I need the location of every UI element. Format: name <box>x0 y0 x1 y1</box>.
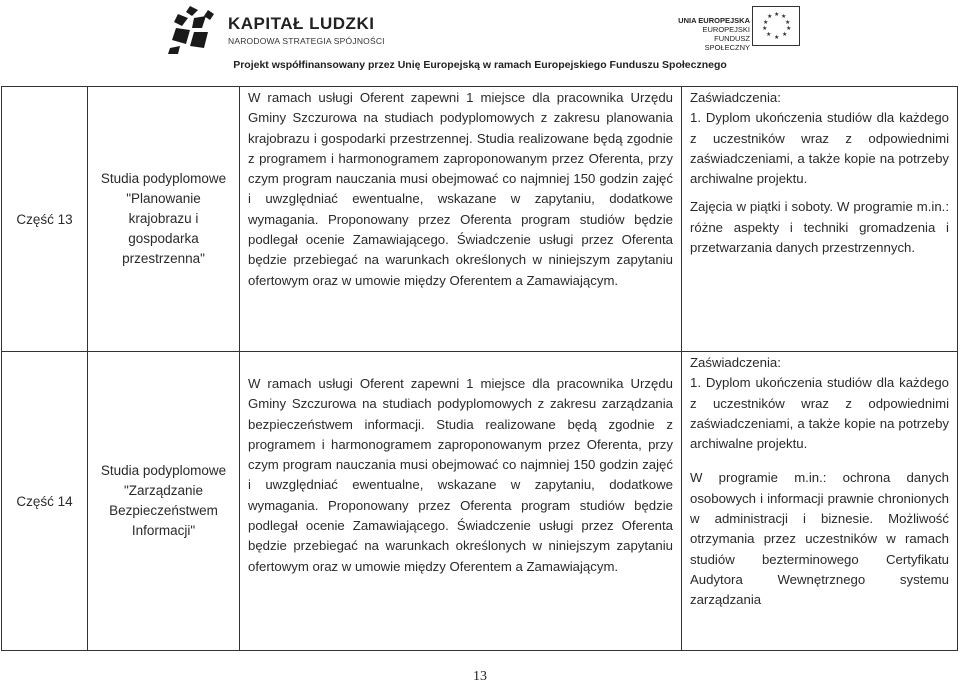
description-text: W ramach usługi Oferent zapewni 1 miejsce dla pracownika Urzędu Gminy Szczurowa na studiach podyplomowych z zakresu planowania krajobrazu i gospodarki przestrzennej. Studia realizowane będą zgodnie z programem i harmonogramem zaproponowanym przez Oferenta, przy czym program nauczania musi obejmować co najmniej 150 godzin zajęć i uwzględniać ewentualne, wskazane w zapytaniu, dodatkowe wymagania. Proponowany przez Oferenta program studiów będzie podlegał ocenie Zamawiającego. Świadczenie usługi przez Oferenta będzie przebiegać na warunkach określonych w niniejszym zapytaniu ofertowym oraz w umowie między Oferentem a Zamawiającym. <box>248 90 673 288</box>
svg-text:★: ★ <box>762 25 768 32</box>
eu-label <box>672 16 750 52</box>
eu-line-3: FUNDUSZ SPOŁECZNY <box>704 34 750 52</box>
svg-text:★: ★ <box>763 19 769 26</box>
table-row <box>2 87 958 352</box>
svg-text:★: ★ <box>774 11 780 18</box>
cert-text: 1. Dyplom ukończenia studiów dla każdego z uczestników wraz z odpowiednimi zaświadczeniami, a także kopie na potrzeby archiwalne projektu. <box>690 110 949 187</box>
svg-text:★: ★ <box>781 13 787 20</box>
svg-text:★: ★ <box>782 31 788 38</box>
description-cell <box>240 352 682 651</box>
requirements-table <box>1 86 958 651</box>
svg-text:★: ★ <box>785 19 791 26</box>
description-text: W ramach usługi Oferent zapewni 1 miejsce dla pracownika Urzędu Gminy Szczurowa na studiach podyplomowych z zakresu zarządzania bezpieczeństwem informacji. Studia realizowane będą zgodnie z programem i harmonogramem zaproponowanym przez Oferenta, przy czym program nauczania musi obejmować co najmniej 150 godzin zajęć i uwzględniać ewentualne, wskazane w zapytaniu, dodatkowe wymagania. Proponowany przez Oferenta program studiów będzie podlegał ocenie Zamawiającego. Świadczenie usługi przez Oferenta będzie przebiegać na warunkach określonych w niniejszym zapytaniu ofertowym oraz w umowie między Oferentem a Zamawiającym. <box>248 376 673 574</box>
details-cell <box>682 87 958 352</box>
course-name-cell: Studia podyplomowe "Planowanie krajobrazu i gospodarka przestrzenna" <box>88 87 240 352</box>
description-cell <box>240 87 682 352</box>
eu-line-2: EUROPEJSKI <box>702 25 750 34</box>
program-notes: W programie m.in.: ochrona danych osobowych i informacji prawnie chronionych w administracji i biznesie. Możliwość otrzymania przez uczestników w ramach studiów bezterminowego Certyfikatu Audytora Wewnętrznego systemu zarządzania <box>690 470 949 608</box>
svg-text:★: ★ <box>766 31 772 38</box>
program-notes: Zajęcia w piątki i soboty. W programie m.in.: różne aspekty i techniki gromadzenia i przetwarzania danych przestrzennych. <box>690 199 949 256</box>
svg-text:★: ★ <box>774 34 780 41</box>
part-cell: Część 13 <box>2 87 88 352</box>
page-header <box>0 0 960 80</box>
cert-text: 1. Dyplom ukończenia studiów dla każdego z uczestników wraz z odpowiednimi zaświadczeniami, a także kopie na potrzeby archiwalne projektu. <box>690 375 949 452</box>
project-cofinancing-line: Projekt współfinansowany przez Unię Europejską w ramach Europejskiego Funduszu Społecznego <box>233 59 727 71</box>
eu-line-1: UNIA EUROPEJSKA <box>678 16 750 25</box>
brand-subtitle: NARODOWA STRATEGIA SPÓJNOŚCI <box>228 36 385 46</box>
table-row <box>2 352 958 651</box>
cert-label: Zaświadczenia: <box>690 90 781 105</box>
details-cell <box>682 352 958 651</box>
svg-text:★: ★ <box>767 13 773 20</box>
part-cell: Część 14 <box>2 352 88 651</box>
brand-title: KAPITAŁ LUDZKI <box>228 14 375 33</box>
eu-flag-icon <box>752 6 800 46</box>
cert-label: Zaświadczenia: <box>690 355 781 370</box>
kapital-ludzki-logo <box>168 4 216 56</box>
page-number: 13 <box>473 669 487 684</box>
course-name-cell: Studia podyplomowe "Zarządzanie Bezpieczeństwem Informacji" <box>88 352 240 651</box>
svg-text:★: ★ <box>786 25 792 32</box>
